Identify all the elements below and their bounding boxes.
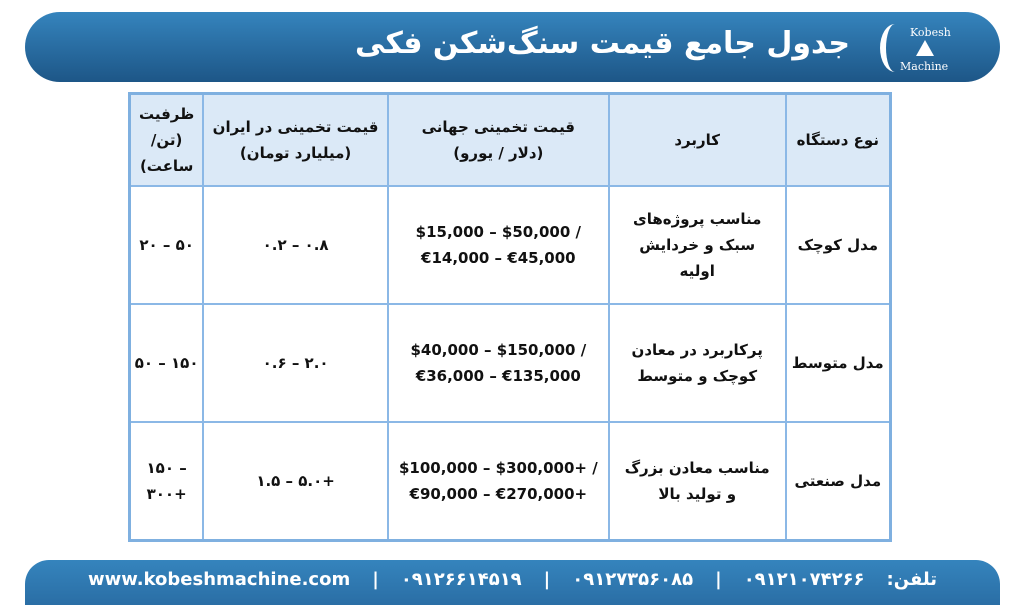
table-row	[130, 186, 891, 304]
header-iran: قیمت تخمینی در ایران (میلیارد تومان)	[203, 94, 388, 187]
separator: |	[372, 569, 379, 590]
page-title: جدول جامع قیمت سنگ‌شکن فکی	[355, 26, 850, 61]
header-model: نوع دستگاه	[786, 94, 891, 187]
phone-label: تلفن:	[886, 569, 938, 590]
phone-number[interactable]: ۰۹۱۲۷۳۵۶۰۸۵	[572, 569, 694, 590]
cell-model: مدل متوسط	[786, 304, 891, 422]
header-banner	[25, 12, 1000, 82]
cell-usage: پرکاربرد در معادن کوچک و متوسط	[609, 304, 786, 422]
cell-global: $100,000 – $300,000+ / €90,000 – €270,000+	[398, 459, 598, 503]
table-header-row	[130, 94, 891, 187]
table-row	[130, 422, 891, 541]
phone-number[interactable]: ۰۹۱۲۱۰۷۴۲۶۶	[743, 569, 865, 590]
website-link[interactable]: www.kobeshmachine.com	[87, 569, 351, 590]
phone-number[interactable]: ۰۹۱۲۶۶۱۴۵۱۹	[400, 569, 522, 590]
separator: |	[715, 569, 722, 590]
cell-capacity: ۵۰ – ۱۵۰	[134, 354, 199, 372]
table-row	[130, 304, 891, 422]
cell-model: مدل صنعتی	[786, 422, 891, 541]
cell-capacity: ۲۰ – ۵۰	[139, 236, 194, 254]
header-usage: کاربرد	[609, 94, 786, 187]
cell-usage: مناسب معادن بزرگ و تولید بالا	[609, 422, 786, 541]
header-capacity: ظرفیت (تن/ساعت)	[130, 94, 204, 187]
header-global: قیمت تخمینی جهانی (دلار / یورو)	[388, 94, 609, 187]
cell-usage: مناسب پروژه‌های سبک و خردایش اولیه	[609, 186, 786, 304]
cell-global: $40,000 – $150,000 / €36,000 – €135,000	[410, 341, 587, 385]
separator: |	[543, 569, 551, 590]
cell-capacity: ۱۵۰ – ۳۰۰+	[146, 459, 187, 503]
footer-bar	[25, 560, 1000, 605]
kobesh-logo: Kobesh Machine	[872, 20, 972, 76]
cell-iran: ۱.۵ – ۵.۰+	[256, 472, 335, 490]
price-table	[128, 92, 892, 542]
cell-iran: ۰.۶ – ۲.۰	[262, 354, 329, 372]
cell-model: مدل کوچک	[786, 186, 891, 304]
cell-global: $15,000 – $50,000 / €14,000 – €45,000	[415, 223, 581, 267]
cell-iran: ۰.۲ – ۰.۸	[262, 236, 329, 254]
